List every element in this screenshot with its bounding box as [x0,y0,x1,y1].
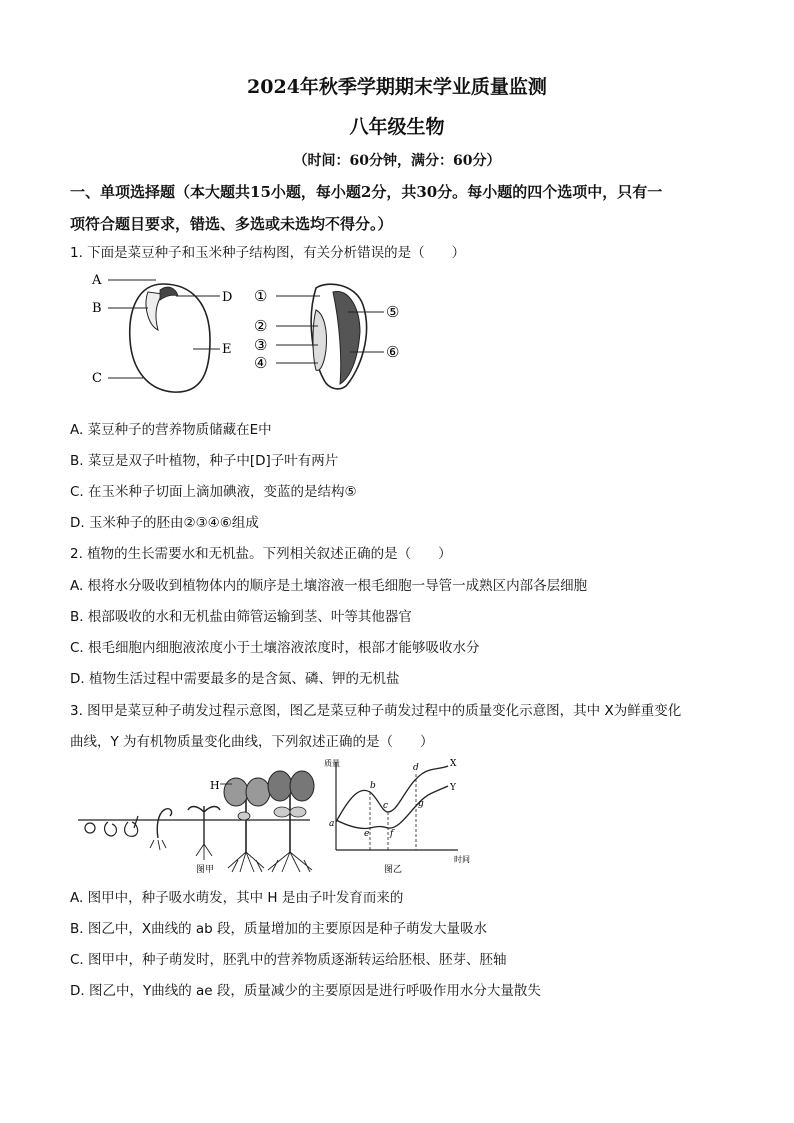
point-f: f [390,829,394,839]
point-g: g [418,799,424,809]
q2-option-b: B. 根部吸收的水和无机盐由筛管运输到茎、叶等其他器官 [70,609,412,625]
bean-label-c: C [92,371,102,386]
q2-option-a: A. 根将水分吸收到植物体内的顺序是土壤溶液一根毛细胞一导管一成熟区内部各层细胞 [70,578,588,594]
corn-label-3: ③ [254,336,268,354]
exam-time-info: （时间：60分钟，满分：60分） [293,153,501,169]
curve-y-label: Y [450,783,456,793]
germination-label-h: H [210,779,220,792]
section-heading-line2: 项符合题目要求，错选、多选或未选均不得分。） [70,215,393,233]
point-d: d [413,763,419,773]
fig-jia-caption: 图甲 [196,865,215,874]
corn-label-1: ① [254,287,268,305]
point-c: c [383,801,389,811]
exam-subject: 八年级生物 [349,116,445,138]
q1-option-a: A. 菜豆种子的营养物质储藏在E中 [70,422,272,438]
bean-label-a: A [92,273,102,288]
bean-label-e: E [222,342,232,357]
q3-option-b: B. 图乙中，X曲线的 ab 段，质量增加的主要原因是种子萌发大量吸水 [70,921,488,937]
corn-label-6: ⑥ [386,343,400,361]
q1-option-b: B. 菜豆是双子叶植物，种子中[D]子叶有两片 [70,453,339,469]
q3-option-a: A. 图甲中，种子吸水萌发，其中 H 是由子叶发育而来的 [70,890,404,906]
q1-option-d: D. 玉米种子的胚由②③④⑥组成 [70,515,259,531]
mass-change-chart [324,758,470,874]
q3-option-c: C. 图甲中，种子萌发时，胚乳中的营养物质逐渐转运给胚根、胚芽、胚轴 [70,952,507,968]
corn-label-2: ② [254,317,268,335]
q1-option-c: C. 在玉米种子切面上滴加碘液，变蓝的是结构⑤ [70,484,357,500]
q3-option-d: D. 图乙中，Y曲线的 ae 段，质量减少的主要原因是进行呼吸作用水分大量散失 [70,983,541,999]
bean-label-b: B [92,301,102,316]
q2-option-d: D. 植物生活过程中需要最多的是含氮、磷、钾的无机盐 [70,671,400,687]
germination-diagram [78,771,314,874]
bean-label-d: D [222,290,233,305]
corn-label-5: ⑤ [386,303,400,321]
section-heading-line1: 一、单项选择题（本大题共15小题，每小题2分，共30分。每小题的四个选项中，只有一 [70,183,663,201]
curve-y [336,786,448,829]
chart-xlabel: 时间 [454,855,470,864]
q3-stem-line2: 曲线，Y 为有机物质量变化曲线，下列叙述正确的是（ ） [70,734,434,750]
corn-seed-diagram [254,284,399,389]
fig-yi-caption: 图乙 [384,865,403,874]
curve-x-label: X [450,759,457,769]
q3-stem-line1: 3. 图甲是菜豆种子萌发过程示意图，图乙是菜豆种子萌发过程中的质量变化示意图，其中 X为鲜重变化 [70,703,682,719]
exam-title: 2024年秋季学期期末学业质量监测 [247,76,547,98]
q1-stem: 1. 下面是菜豆种子和玉米种子结构图，有关分析错误的是（ ） [70,245,466,261]
point-a: a [329,819,335,829]
corn-label-4: ④ [254,354,268,372]
q2-option-c: C. 根毛细胞内细胞液浓度小于土壤溶液浓度时，根部才能够吸收水分 [70,640,480,656]
q3-figure [78,756,478,874]
bean-seed-diagram [91,273,232,392]
point-b: b [370,781,376,791]
chart-ylabel: 质量 [324,759,340,768]
q1-seed-figure [88,270,418,400]
q2-stem: 2. 植物的生长需要水和无机盐。下列相关叙述正确的是（ ） [70,546,452,562]
point-e: e [364,829,370,839]
